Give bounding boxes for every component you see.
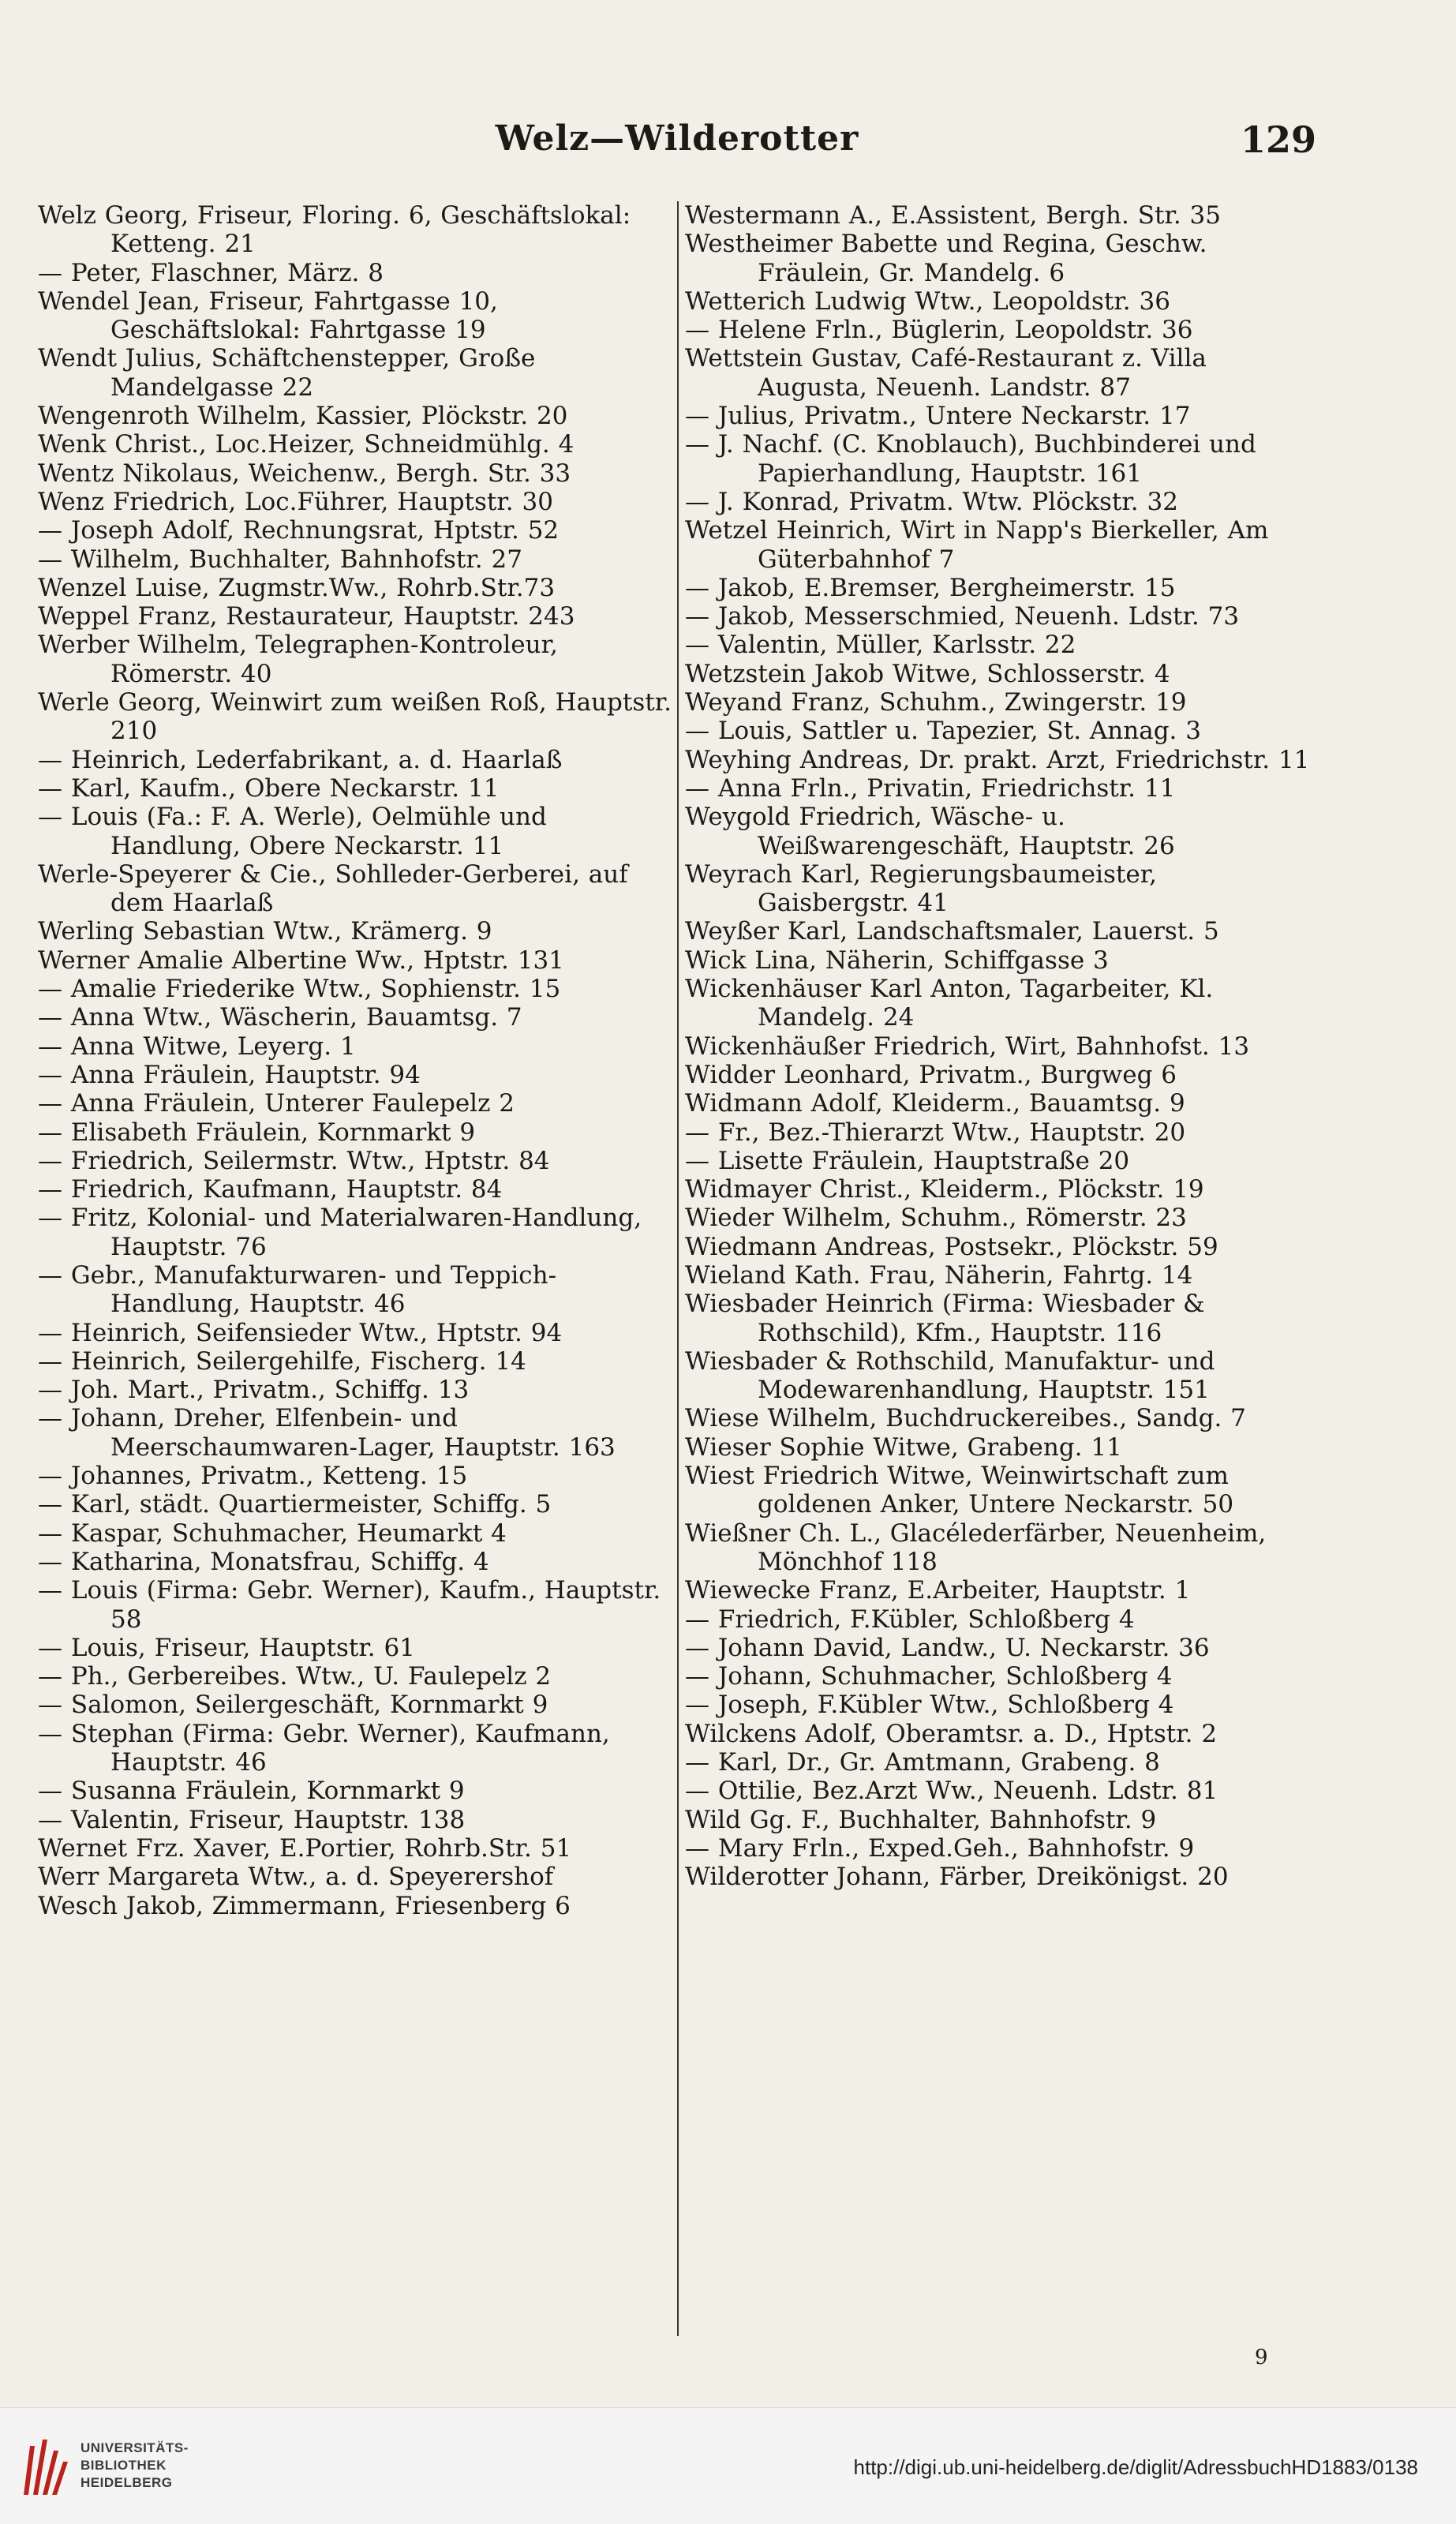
directory-entry: — Johann, Dreher, Elfenbein- und Meerschaumwaren-Lager, Hauptstr. 163 [38, 1404, 616, 1462]
directory-entry: — Louis, Sattler u. Tapezier, St. Annag. 3 [685, 717, 1201, 746]
directory-entry: Wickenhäuser Karl Anton, Tagarbeiter, Kl. Mandelg. 24 [685, 975, 1214, 1032]
directory-entry: — Salomon, Seilergeschäft, Kornmarkt 9 [38, 1691, 548, 1720]
directory-entry: — Katharina, Monatsfrau, Schiffg. 4 [38, 1547, 489, 1576]
directory-entry: — Anna Fräulein, Hauptstr. 94 [38, 1060, 421, 1089]
directory-entry: — Fritz, Kolonial- und Materialwaren-Handlung, Hauptstr. 76 [38, 1204, 642, 1261]
directory-entry: Wenk Christ., Loc.Heizer, Schneidmühlg. 4 [38, 430, 575, 459]
directory-entry: Wiese Wilhelm, Buchdruckereibes., Sandg. 7 [685, 1404, 1246, 1433]
permalink-url[interactable]: http://digi.ub.uni-heidelberg.de/diglit/AdressbuchHD1883/0138 [853, 2455, 1418, 2479]
directory-entry: — Ph., Gerbereibes. Wtw., U. Faulepelz 2 [38, 1662, 552, 1691]
directory-entry: Wiesbader Heinrich (Firma: Wiesbader & Rothschild), Kfm., Hauptstr. 116 [685, 1290, 1205, 1347]
directory-entry: — Johannes, Privatm., Ketteng. 15 [38, 1462, 468, 1491]
directory-entry: — Joh. Mart., Privatm., Schiffg. 13 [38, 1376, 470, 1405]
directory-entry: Wilderotter Johann, Färber, Dreikönigst. 20 [685, 1863, 1229, 1892]
directory-entry: Wießner Ch. L., Glacélederfärber, Neuenheim, Mönchhof 118 [685, 1519, 1267, 1576]
directory-entry: Wendt Julius, Schäftchenstepper, Große Mandelgasse 22 [38, 344, 536, 402]
viewer-footer [0, 2407, 1456, 2524]
directory-entry: — Valentin, Friseur, Hauptstr. 138 [38, 1805, 466, 1834]
directory-entry: — Helene Frln., Büglerin, Leopoldstr. 36 [685, 316, 1193, 345]
directory-entry: — J. Konrad, Privatm. Wtw. Plöckstr. 32 [685, 487, 1178, 516]
directory-entry: — Karl, städt. Quartiermeister, Schiffg. 5 [38, 1490, 552, 1519]
directory-entry: Weygold Friedrich, Wäsche- u. Weißwarengeschäft, Hauptstr. 26 [685, 803, 1175, 860]
directory-entry: — Anna Frln., Privatin, Friedrichstr. 11 [685, 773, 1176, 803]
directory-entry: — Jakob, Messerschmied, Neuenh. Ldstr. 73 [685, 602, 1240, 631]
directory-entry: — Joseph, F.Kübler Wtw., Schloßberg 4 [685, 1691, 1174, 1720]
running-title: Welz—Wilderotter [495, 118, 859, 159]
directory-entry: — Lisette Fräulein, Hauptstraße 20 [685, 1146, 1130, 1175]
directory-entry: Wetzstein Jakob Witwe, Schlosserstr. 4 [685, 659, 1170, 688]
directory-entry: — Louis (Fa.: F. A. Werle), Oelmühle und Handlung, Obere Neckarstr. 11 [38, 803, 547, 860]
directory-entry: Wiewecke Franz, E.Arbeiter, Hauptstr. 1 [685, 1576, 1191, 1605]
directory-entry: — Elisabeth Fräulein, Kornmarkt 9 [38, 1118, 476, 1147]
directory-entry: — J. Nachf. (C. Knoblauch), Buchbinderei und Papierhandlung, Hauptstr. 161 [685, 430, 1256, 488]
directory-entry: — Jakob, E.Bremser, Bergheimerstr. 15 [685, 573, 1176, 602]
directory-entry: Wernet Frz. Xaver, E.Portier, Rohrb.Str. 51 [38, 1833, 572, 1863]
directory-entry: Welz Georg, Friseur, Floring. 6, Geschäftslokal: Ketteng. 21 [38, 201, 631, 259]
directory-entry: Werber Wilhelm, Telegraphen-Kontroleur, Römerstr. 40 [38, 631, 558, 688]
directory-entry: — Wilhelm, Buchhalter, Bahnhofstr. 27 [38, 545, 522, 574]
directory-entry: Wild Gg. F., Buchhalter, Bahnhofstr. 9 [685, 1805, 1157, 1834]
directory-entry: Werle Georg, Weinwirt zum weißen Roß, Hauptstr. 210 [38, 688, 672, 746]
directory-entry: — Gebr., Manufakturwaren- und Teppich-Handlung, Hauptstr. 46 [38, 1260, 557, 1319]
directory-entry: — Ottilie, Bez.Arzt Ww., Neuenh. Ldstr. 81 [685, 1777, 1218, 1806]
directory-entry: Wiedmann Andreas, Postsekr., Plöckstr. 59 [685, 1232, 1218, 1261]
directory-entry: Wiest Friedrich Witwe, Weinwirtschaft zum goldenen Anker, Untere Neckarstr. 50 [685, 1462, 1234, 1519]
directory-entry: — Johann David, Landw., U. Neckarstr. 36 [685, 1633, 1210, 1662]
directory-entry: — Valentin, Müller, Karlsstr. 22 [685, 631, 1076, 660]
directory-entry: Widder Leonhard, Privatm., Burgweg 6 [685, 1060, 1177, 1089]
directory-entry: — Friedrich, F.Kübler, Schloßberg 4 [685, 1605, 1135, 1634]
directory-entry: — Stephan (Firma: Gebr. Werner), Kaufmann, Hauptstr. 46 [38, 1719, 610, 1777]
logo-line-2: BIBLIOTHEK [80, 2458, 167, 2473]
directory-entry: — Karl, Dr., Gr. Amtmann, Grabeng. 8 [685, 1748, 1160, 1777]
directory-entry: Wickenhäußer Friedrich, Wirt, Bahnhofst. 13 [685, 1032, 1250, 1061]
directory-entry: — Heinrich, Lederfabrikant, a. d. Haarlaß [38, 745, 563, 774]
signature-mark: 9 [1255, 2346, 1268, 2369]
right-column [685, 201, 1316, 1892]
directory-entry: Wieland Kath. Frau, Näherin, Fahrtg. 14 [685, 1260, 1193, 1290]
directory-entry: — Anna Witwe, Leyerg. 1 [38, 1032, 356, 1061]
directory-entry: Wick Lina, Näherin, Schiffgasse 3 [685, 946, 1109, 975]
directory-entry: — Anna Fräulein, Unterer Faulepelz 2 [38, 1089, 515, 1118]
directory-entry: Wetzel Heinrich, Wirt in Napp's Bierkeller, Am Güterbahnhof 7 [685, 516, 1269, 574]
directory-entry: Wenz Friedrich, Loc.Führer, Hauptstr. 30 [38, 487, 553, 516]
directory-entry: — Louis, Friseur, Hauptstr. 61 [38, 1633, 415, 1662]
directory-entry: Werle-Speyerer & Cie., Sohlleder-Gerberei, auf dem Haarlaß [38, 859, 628, 918]
directory-entry: — Heinrich, Seilergehilfe, Fischerg. 14 [38, 1346, 526, 1376]
page-header [38, 118, 1316, 169]
directory-entry: Werner Amalie Albertine Ww., Hptstr. 131 [38, 946, 564, 975]
directory-entry: — Kaspar, Schuhmacher, Heumarkt 4 [38, 1519, 507, 1548]
column-divider [677, 201, 679, 2336]
directory-entry: — Anna Wtw., Wäscherin, Bauamtsg. 7 [38, 1003, 522, 1032]
directory-entry: — Karl, Kaufm., Obere Neckarstr. 11 [38, 773, 500, 803]
directory-entry: Weppel Franz, Restaurateur, Hauptstr. 243 [38, 602, 575, 631]
directory-entry: Wiesbader & Rothschild, Manufaktur- und Modewarenhandlung, Hauptstr. 151 [685, 1346, 1215, 1405]
directory-entry: — Louis (Firma: Gebr. Werner), Kaufm., Hauptstr. 58 [38, 1576, 661, 1634]
directory-entry: Wenzel Luise, Zugmstr.Ww., Rohrb.Str.73 [38, 573, 556, 602]
directory-entry: — Amalie Friederike Wtw., Sophienstr. 15 [38, 975, 561, 1004]
directory-entry: Wesch Jakob, Zimmermann, Friesenberg 6 [38, 1891, 571, 1920]
directory-entry: Werling Sebastian Wtw., Krämerg. 9 [38, 917, 492, 946]
directory-entry: Westheimer Babette und Regina, Geschw. Fräulein, Gr. Mandelg. 6 [685, 230, 1207, 287]
directory-entry: Weyhing Andreas, Dr. prakt. Arzt, Friedrichstr. 11 [685, 745, 1310, 774]
directory-entry: Weyßer Karl, Landschaftsmaler, Lauerst. 5 [685, 917, 1219, 946]
directory-entry: — Heinrich, Seifensieder Wtw., Hptstr. 94 [38, 1318, 563, 1347]
directory-entry: Wieder Wilhelm, Schuhm., Römerstr. 23 [685, 1204, 1187, 1233]
logo-line-1: UNIVERSITÄTS- [80, 2440, 189, 2455]
directory-entry: Widmann Adolf, Kleiderm., Bauamtsg. 9 [685, 1089, 1185, 1118]
directory-entry: Wetterich Ludwig Wtw., Leopoldstr. 36 [685, 286, 1170, 316]
directory-entry: Westermann A., E.Assistent, Bergh. Str. 35 [685, 201, 1221, 230]
directory-entry: — Mary Frln., Exped.Geh., Bahnhofstr. 9 [685, 1833, 1195, 1863]
directory-entry: Wieser Sophie Witwe, Grabeng. 11 [685, 1432, 1122, 1462]
left-column [38, 201, 677, 1920]
directory-entry: Wilckens Adolf, Oberamtsr. a. D., Hptstr. 2 [685, 1719, 1218, 1748]
page-number: 129 [1240, 118, 1316, 161]
directory-entry: Wentz Nikolaus, Weichenw., Bergh. Str. 33 [38, 459, 571, 488]
directory-entry: — Friedrich, Kaufmann, Hauptstr. 84 [38, 1175, 503, 1204]
directory-entry: Werr Margareta Wtw., a. d. Speyerershof [38, 1863, 554, 1892]
directory-entry: — Joseph Adolf, Rechnungsrat, Hptstr. 52 [38, 516, 560, 545]
directory-entry: — Peter, Flaschner, März. 8 [38, 258, 384, 287]
directory-entry: Wendel Jean, Friseur, Fahrtgasse 10, Geschäftslokal: Fahrtgasse 19 [38, 286, 498, 345]
directory-entry: — Johann, Schuhmacher, Schloßberg 4 [685, 1662, 1173, 1691]
directory-entry: — Julius, Privatm., Untere Neckarstr. 17 [685, 402, 1191, 431]
directory-entry: — Friedrich, Seilermstr. Wtw., Hptstr. 84 [38, 1146, 550, 1175]
logo-line-3: HEIDELBERG [80, 2475, 173, 2490]
directory-entry: Widmayer Christ., Kleiderm., Plöckstr. 19 [685, 1175, 1204, 1204]
directory-entry: — Susanna Fräulein, Kornmarkt 9 [38, 1777, 465, 1806]
directory-entry: — Fr., Bez.-Thierarzt Wtw., Hauptstr. 20 [685, 1118, 1186, 1147]
directory-entry: Weyrach Karl, Regierungsbaumeister, Gaisbergstr. 41 [685, 859, 1157, 918]
library-logo[interactable] [19, 2435, 189, 2498]
directory-entry: Wettstein Gustav, Café-Restaurant z. Villa Augusta, Neuenh. Landstr. 87 [685, 344, 1207, 402]
library-logo-icon [19, 2435, 74, 2498]
directory-entry: Wengenroth Wilhelm, Kassier, Plöckstr. 20 [38, 402, 568, 431]
directory-entry: Weyand Franz, Schuhm., Zwingerstr. 19 [685, 688, 1187, 717]
